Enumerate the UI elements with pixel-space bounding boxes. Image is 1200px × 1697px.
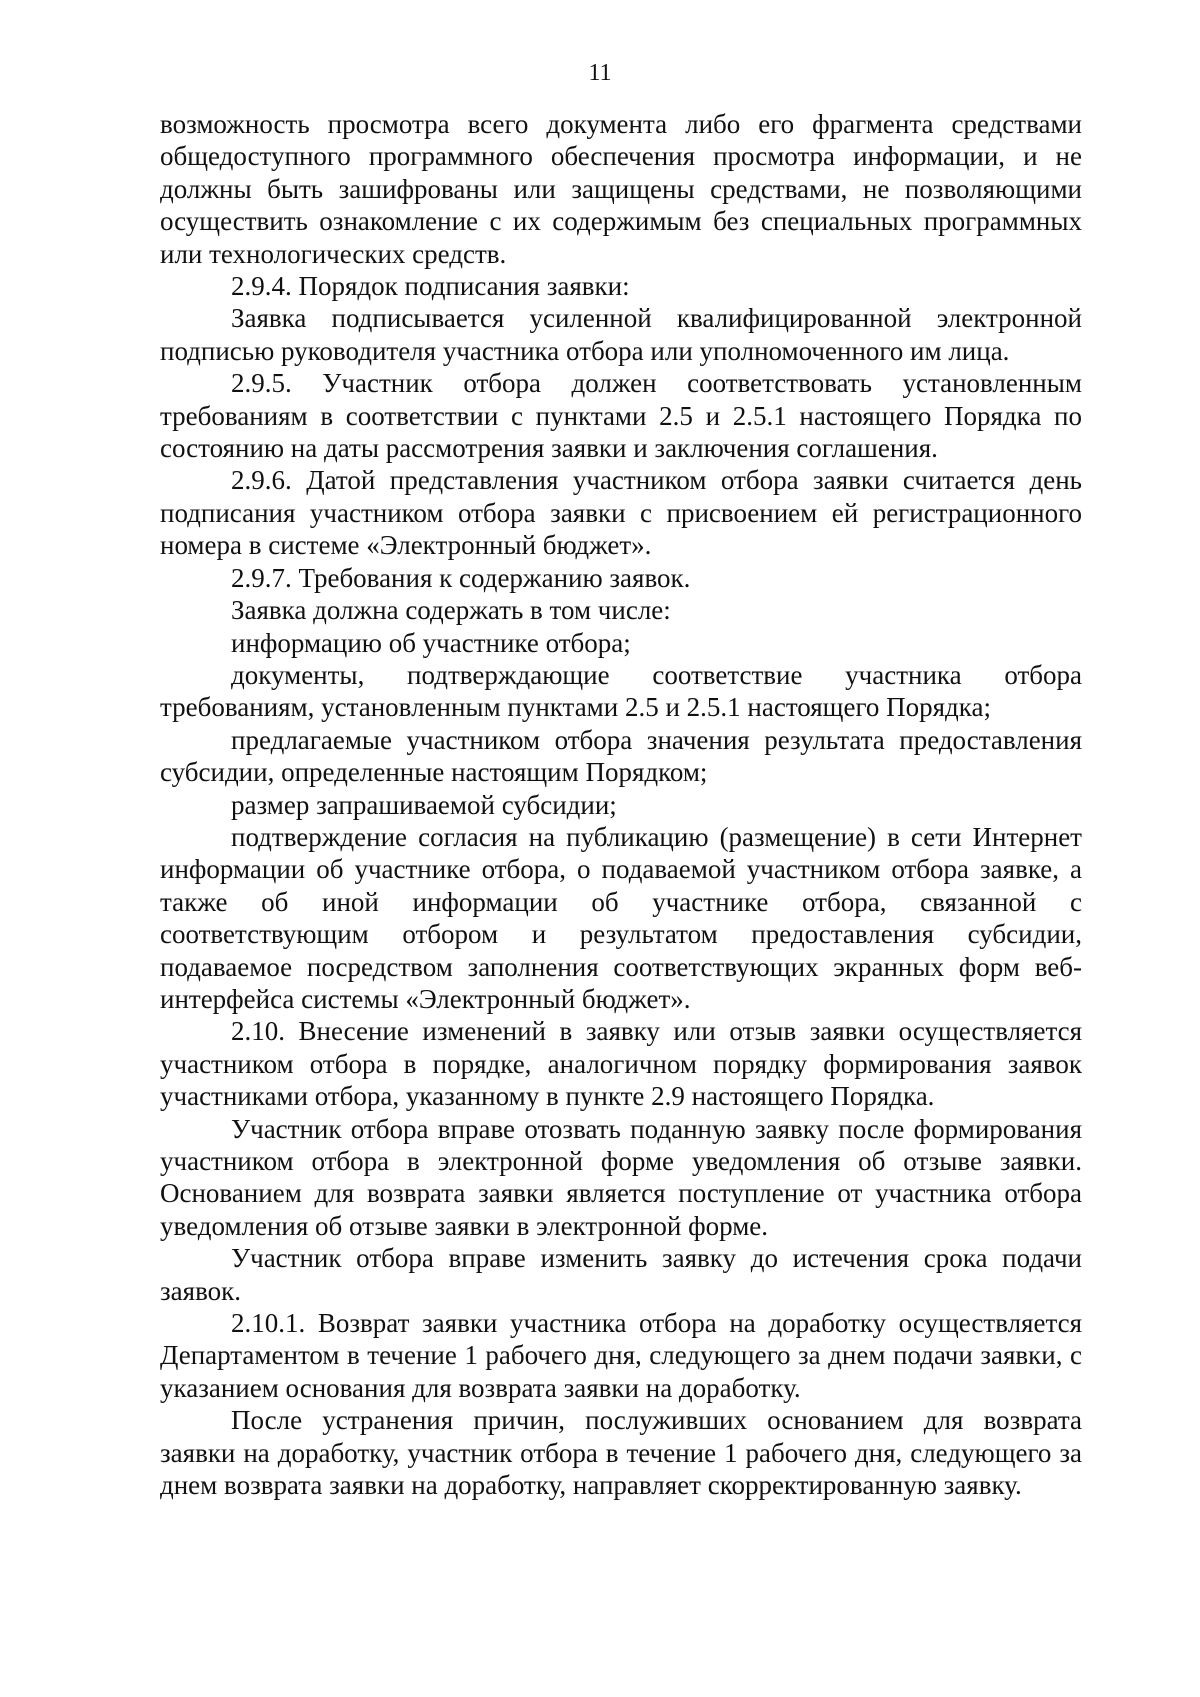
paragraph-withdrawal-notice: Участник отбора вправе отозвать поданную заявку после формирования участником отбора в электронной форме уведомления об отзыве заявки. Основанием для возврата заявки является поступление от участника отбора уведомления об отзыве заявки в электронной форме.	[160, 1113, 1082, 1241]
paragraph-2-10-changes-withdrawal: 2.10. Внесение изменений в заявку или отзыв заявки осуществляется участником отбора в порядке, аналогичном порядку формирования заявок участниками отбора, указанному в пункте 2.9 настоящего Порядка.	[160, 1016, 1082, 1112]
paragraph-2-9-7-content-requirements: 2.9.7. Требования к содержанию заявок.	[231, 562, 691, 593]
paragraph-application-signature: Заявка подписывается усиленной квалифицированной электронной подписью руководителя участника отбора или уполномоченного им лица.	[160, 303, 1082, 366]
list-item-publication-consent: подтверждение согласия на публикацию (размещение) в сети Интернет информации об участнике отбора, о подаваемой участником отбора заявке, а также об иной информации об участнике отбора, связанной с соответствующим отбором и результатом предоставления субсидии, подаваемое посредством заполнения соответствующих экранных форм веб-интерфейса системы «Электронный бюджет».	[160, 821, 1082, 1014]
paragraph-2-9-4-signing-order: 2.9.4. Порядок подписания заявки:	[231, 271, 630, 302]
list-item-compliance-documents: документы, подтверждающие соответствие участника отбора требованиям, установленным пунктами 2.5 и 2.5.1 настоящего Порядка;	[160, 659, 1082, 723]
list-item-participant-info: информацию об участнике отбора;	[231, 627, 631, 658]
list-item-result-values: предлагаемые участником отбора значения результата предоставления субсидии, определенные настоящим Порядком;	[160, 724, 1082, 788]
list-item-subsidy-amount: размер запрашиваемой субсидии;	[231, 789, 617, 820]
paragraph-2-9-6-submission-date: 2.9.6. Датой представления участником отбора заявки считается день подписания участником отбора заявки с присвоением ей регистрационного номера в системе «Электронный бюджет».	[160, 465, 1082, 561]
paragraph-format-requirements: возможность просмотра всего документа либо его фрагмента средствами общедоступного программного обеспечения просмотра информации, и не должны быть зашифрованы или защищены средствами, не позволяющими осуществить ознакомление с их содержимым без специальных программных или технологических средств.	[160, 109, 1082, 269]
paragraph-change-before-deadline: Участник отбора вправе изменить заявку до истечения срока подачи заявок.	[160, 1243, 1082, 1306]
paragraph-2-9-5-participant-requirements: 2.9.5. Участник отбора должен соответствовать установленным требованиям в соответствии с пунктами 2.5 и 2.5.1 настоящего Порядка по состоянию на даты рассмотрения заявки и заключения соглашения.	[160, 368, 1082, 464]
paragraph-2-10-1-return-for-revision: 2.10.1. Возврат заявки участника отбора на доработку осуществляется Департаментом в течение 1 рабочего дня, следующего за днем подачи заявки, с указанием основания для возврата заявки на доработку.	[160, 1308, 1082, 1403]
paragraph-resubmission: После устранения причин, послуживших основанием для возврата заявки на доработку, участник отбора в течение 1 рабочего дня, следующего за днем возврата заявки на доработку, направляет скорректированную заявку.	[160, 1405, 1082, 1501]
document-body	[160, 108, 1082, 1501]
page-number: 11	[588, 60, 612, 86]
paragraph-application-contents-intro: Заявка должна содержать в том числе:	[231, 595, 671, 626]
